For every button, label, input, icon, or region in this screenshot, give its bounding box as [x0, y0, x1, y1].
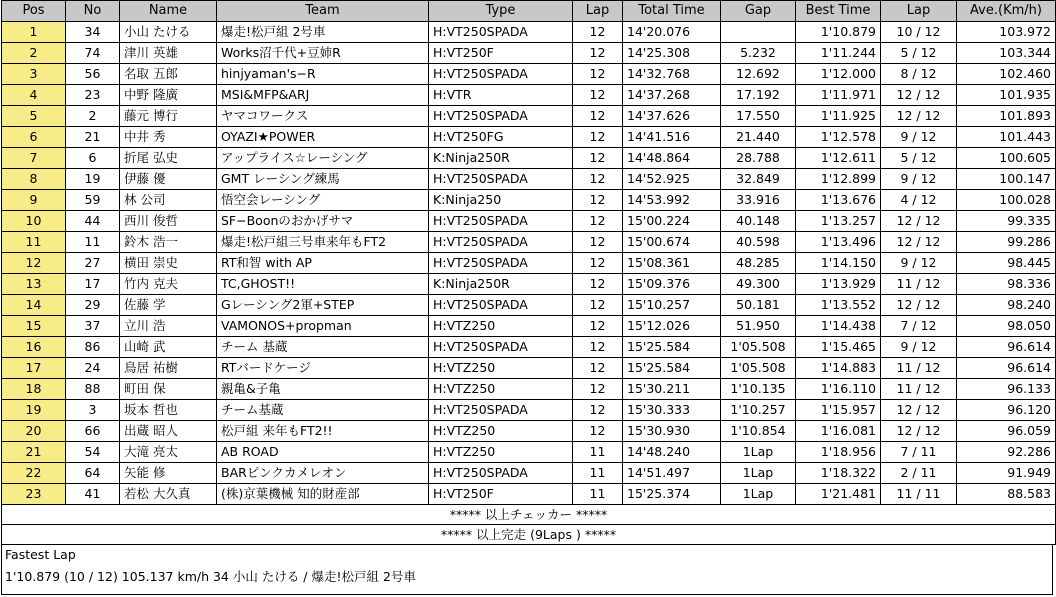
no-cell: 23: [66, 85, 120, 106]
best-lap-cell: 11 / 12: [881, 379, 957, 400]
gap-cell: 21.440: [721, 127, 796, 148]
best-lap-cell: 7 / 12: [881, 316, 957, 337]
best-lap-cell: 11 / 12: [881, 274, 957, 295]
gap-cell: 49.300: [721, 274, 796, 295]
name-cell: 立川 浩: [120, 316, 217, 337]
type-cell: H:VT250SPADA: [429, 64, 573, 85]
lap-cell: 12: [573, 379, 623, 400]
table-row: [2, 421, 1056, 442]
no-cell: 27: [66, 253, 120, 274]
no-cell: 44: [66, 211, 120, 232]
name-cell: 大滝 亮太: [120, 442, 217, 463]
table-row: [2, 169, 1056, 190]
gap-cell: 17.550: [721, 106, 796, 127]
team-cell: RT和智 with AP: [217, 253, 429, 274]
lap-cell: 12: [573, 253, 623, 274]
table-row: [2, 316, 1056, 337]
table-row: [2, 64, 1056, 85]
total-time-cell: 15'10.257: [623, 295, 721, 316]
best-time-cell: 1'16.081: [796, 421, 881, 442]
no-cell: 34: [66, 22, 120, 43]
best-time-cell: 1'12.899: [796, 169, 881, 190]
type-cell: H:VTZ250: [429, 442, 573, 463]
table-row: [2, 85, 1056, 106]
gap-cell: 1Lap: [721, 442, 796, 463]
pos-cell: 9: [2, 190, 66, 211]
total-time-cell: 15'09.376: [623, 274, 721, 295]
pos-cell: 7: [2, 148, 66, 169]
col-best-time-header: Best Time: [796, 1, 881, 22]
team-cell: チーム 基蔵: [217, 337, 429, 358]
team-cell: VAMONOS+propman: [217, 316, 429, 337]
best-time-cell: 1'10.879: [796, 22, 881, 43]
pos-cell: 19: [2, 400, 66, 421]
team-cell: MSI&MFP&ARJ: [217, 85, 429, 106]
best-time-cell: 1'12.578: [796, 127, 881, 148]
best-time-cell: 1'12.000: [796, 64, 881, 85]
type-cell: H:VT250SPADA: [429, 106, 573, 127]
total-time-cell: 14'48.240: [623, 442, 721, 463]
average-cell: 100.028: [957, 190, 1056, 211]
type-cell: H:VT250SPADA: [429, 22, 573, 43]
name-cell: 竹内 克夫: [120, 274, 217, 295]
total-time-cell: 15'30.930: [623, 421, 721, 442]
name-cell: 中井 秀: [120, 127, 217, 148]
no-cell: 2: [66, 106, 120, 127]
team-cell: TC,GHOST!!: [217, 274, 429, 295]
team-cell: ヤマコワークス: [217, 106, 429, 127]
best-time-cell: 1'18.322: [796, 463, 881, 484]
type-cell: H:VT250FG: [429, 127, 573, 148]
checker-band-row: [2, 505, 1056, 525]
team-cell: (株)京葉機械 知的財産部: [217, 484, 429, 505]
team-cell: 悟空会レーシング: [217, 190, 429, 211]
lap-cell: 12: [573, 274, 623, 295]
type-cell: H:VT250SPADA: [429, 232, 573, 253]
no-cell: 88: [66, 379, 120, 400]
total-time-cell: 14'37.626: [623, 106, 721, 127]
best-lap-cell: 8 / 12: [881, 64, 957, 85]
team-cell: AB ROAD: [217, 442, 429, 463]
gap-cell: 1Lap: [721, 484, 796, 505]
name-cell: 若松 大久真: [120, 484, 217, 505]
finish-band: ***** 以上完走 (9Laps ) *****: [2, 525, 1056, 545]
no-cell: 56: [66, 64, 120, 85]
col-average-header: Ave.(Km/h): [957, 1, 1056, 22]
best-lap-cell: 12 / 12: [881, 211, 957, 232]
lap-cell: 12: [573, 85, 623, 106]
table-row: [2, 148, 1056, 169]
average-cell: 100.605: [957, 148, 1056, 169]
pos-cell: 3: [2, 64, 66, 85]
no-cell: 11: [66, 232, 120, 253]
lap-cell: 12: [573, 106, 623, 127]
best-time-cell: 1'11.244: [796, 43, 881, 64]
lap-cell: 12: [573, 190, 623, 211]
lap-cell: 12: [573, 295, 623, 316]
team-cell: OYAZI★POWER: [217, 127, 429, 148]
type-cell: H:VT250F: [429, 43, 573, 64]
average-cell: 99.286: [957, 232, 1056, 253]
type-cell: H:VT250F: [429, 484, 573, 505]
type-cell: H:VTZ250: [429, 358, 573, 379]
gap-cell: 1'05.508: [721, 337, 796, 358]
team-cell: 爆走!松戸組 2号車: [217, 22, 429, 43]
no-cell: 41: [66, 484, 120, 505]
team-cell: BARピンクカメレオン: [217, 463, 429, 484]
best-time-cell: 1'15.465: [796, 337, 881, 358]
team-cell: hinjyaman's−R: [217, 64, 429, 85]
average-cell: 91.949: [957, 463, 1056, 484]
no-cell: 66: [66, 421, 120, 442]
pos-cell: 4: [2, 85, 66, 106]
type-cell: H:VTZ250: [429, 421, 573, 442]
best-lap-cell: 12 / 12: [881, 85, 957, 106]
team-cell: 親亀&子亀: [217, 379, 429, 400]
pos-cell: 14: [2, 295, 66, 316]
col-type-header: Type: [429, 1, 573, 22]
average-cell: 98.336: [957, 274, 1056, 295]
results-body: [2, 22, 1056, 505]
best-lap-cell: 9 / 12: [881, 253, 957, 274]
best-lap-cell: 9 / 12: [881, 127, 957, 148]
pos-cell: 13: [2, 274, 66, 295]
best-lap-cell: 7 / 11: [881, 442, 957, 463]
no-cell: 29: [66, 295, 120, 316]
total-time-cell: 15'08.361: [623, 253, 721, 274]
team-cell: 松戸組 来年もFT2!!: [217, 421, 429, 442]
name-cell: 津川 英雄: [120, 43, 217, 64]
gap-cell: 48.285: [721, 253, 796, 274]
type-cell: H:VT250SPADA: [429, 337, 573, 358]
average-cell: 98.050: [957, 316, 1056, 337]
pos-cell: 12: [2, 253, 66, 274]
team-cell: アップライス☆レーシング: [217, 148, 429, 169]
table-row: [2, 442, 1056, 463]
table-row: [2, 484, 1056, 505]
best-time-cell: 1'14.438: [796, 316, 881, 337]
no-cell: 74: [66, 43, 120, 64]
header-row: [2, 1, 1056, 22]
average-cell: 96.614: [957, 337, 1056, 358]
no-cell: 54: [66, 442, 120, 463]
gap-cell: 17.192: [721, 85, 796, 106]
col-no-header: No: [66, 1, 120, 22]
table-row: [2, 43, 1056, 64]
no-cell: 59: [66, 190, 120, 211]
total-time-cell: 14'37.268: [623, 85, 721, 106]
pos-cell: 8: [2, 169, 66, 190]
fastest-lap-title: Fastest Lap: [5, 547, 76, 562]
total-time-cell: 15'25.584: [623, 358, 721, 379]
lap-cell: 11: [573, 463, 623, 484]
results-sheet: [1, 0, 1055, 595]
average-cell: 88.583: [957, 484, 1056, 505]
name-cell: 鳥居 祐樹: [120, 358, 217, 379]
pos-cell: 11: [2, 232, 66, 253]
team-cell: 爆走!松戸組三号車来年もFT2: [217, 232, 429, 253]
pos-cell: 18: [2, 379, 66, 400]
col-best-lap-header: Lap: [881, 1, 957, 22]
average-cell: 92.286: [957, 442, 1056, 463]
type-cell: H:VT250SPADA: [429, 169, 573, 190]
gap-cell: 1'10.135: [721, 379, 796, 400]
lap-cell: 12: [573, 316, 623, 337]
name-cell: 坂本 哲也: [120, 400, 217, 421]
average-cell: 103.344: [957, 43, 1056, 64]
lap-cell: 12: [573, 421, 623, 442]
type-cell: H:VT250SPADA: [429, 400, 573, 421]
lap-cell: 12: [573, 358, 623, 379]
type-cell: H:VT250SPADA: [429, 253, 573, 274]
lap-cell: 12: [573, 211, 623, 232]
table-row: [2, 211, 1056, 232]
total-time-cell: 14'53.992: [623, 190, 721, 211]
type-cell: K:Ninja250: [429, 190, 573, 211]
type-cell: H:VTR: [429, 85, 573, 106]
total-time-cell: 14'32.768: [623, 64, 721, 85]
total-time-cell: 15'12.026: [623, 316, 721, 337]
pos-cell: 6: [2, 127, 66, 148]
team-cell: SF−Boonのおかげサマ: [217, 211, 429, 232]
total-time-cell: 15'25.374: [623, 484, 721, 505]
table-row: [2, 400, 1056, 421]
name-cell: 西川 俊哲: [120, 211, 217, 232]
lap-cell: 12: [573, 232, 623, 253]
team-cell: RTバードケージ: [217, 358, 429, 379]
average-cell: 99.335: [957, 211, 1056, 232]
best-time-cell: 1'14.883: [796, 358, 881, 379]
pos-cell: 15: [2, 316, 66, 337]
lap-cell: 11: [573, 442, 623, 463]
name-cell: 折尾 弘史: [120, 148, 217, 169]
name-cell: 林 公司: [120, 190, 217, 211]
best-time-cell: 1'13.552: [796, 295, 881, 316]
best-time-cell: 1'15.957: [796, 400, 881, 421]
team-cell: GMT レーシング練馬: [217, 169, 429, 190]
gap-cell: 1'05.508: [721, 358, 796, 379]
pos-cell: 5: [2, 106, 66, 127]
best-lap-cell: 5 / 12: [881, 43, 957, 64]
lap-cell: 12: [573, 337, 623, 358]
gap-cell: 12.692: [721, 64, 796, 85]
best-time-cell: 1'18.956: [796, 442, 881, 463]
best-lap-cell: 4 / 12: [881, 190, 957, 211]
gap-cell: 50.181: [721, 295, 796, 316]
average-cell: 100.147: [957, 169, 1056, 190]
name-cell: 伊藤 優: [120, 169, 217, 190]
total-time-cell: 15'25.584: [623, 337, 721, 358]
type-cell: H:VT250SPADA: [429, 211, 573, 232]
no-cell: 64: [66, 463, 120, 484]
finish-band-row: [2, 525, 1056, 545]
no-cell: 3: [66, 400, 120, 421]
best-lap-cell: 11 / 11: [881, 484, 957, 505]
pos-cell: 17: [2, 358, 66, 379]
best-time-cell: 1'13.496: [796, 232, 881, 253]
total-time-cell: 14'48.864: [623, 148, 721, 169]
lap-cell: 12: [573, 43, 623, 64]
name-cell: 山崎 武: [120, 337, 217, 358]
average-cell: 103.972: [957, 22, 1056, 43]
table-row: [2, 232, 1056, 253]
lap-cell: 12: [573, 169, 623, 190]
pos-cell: 10: [2, 211, 66, 232]
col-gap-header: Gap: [721, 1, 796, 22]
table-row: [2, 127, 1056, 148]
gap-cell: [721, 22, 796, 43]
team-cell: チーム基蔵: [217, 400, 429, 421]
type-cell: H:VT250SPADA: [429, 295, 573, 316]
total-time-cell: 14'20.076: [623, 22, 721, 43]
best-time-cell: 1'11.925: [796, 106, 881, 127]
average-cell: 96.120: [957, 400, 1056, 421]
gap-cell: 1'10.854: [721, 421, 796, 442]
best-lap-cell: 2 / 11: [881, 463, 957, 484]
pos-cell: 21: [2, 442, 66, 463]
no-cell: 19: [66, 169, 120, 190]
pos-cell: 22: [2, 463, 66, 484]
table-row: [2, 253, 1056, 274]
no-cell: 6: [66, 148, 120, 169]
name-cell: 佐藤 学: [120, 295, 217, 316]
lap-cell: 12: [573, 148, 623, 169]
type-cell: K:Ninja250R: [429, 148, 573, 169]
col-total-time-header: Total Time: [623, 1, 721, 22]
best-lap-cell: 12 / 12: [881, 232, 957, 253]
table-row: [2, 22, 1056, 43]
best-time-cell: 1'13.676: [796, 190, 881, 211]
table-row: [2, 190, 1056, 211]
total-time-cell: 15'00.224: [623, 211, 721, 232]
best-time-cell: 1'13.257: [796, 211, 881, 232]
pos-cell: 2: [2, 43, 66, 64]
total-time-cell: 14'25.308: [623, 43, 721, 64]
table-row: [2, 379, 1056, 400]
gap-cell: 1'10.257: [721, 400, 796, 421]
table-row: [2, 358, 1056, 379]
gap-cell: 1Lap: [721, 463, 796, 484]
gap-cell: 40.598: [721, 232, 796, 253]
average-cell: 101.935: [957, 85, 1056, 106]
pos-cell: 20: [2, 421, 66, 442]
best-lap-cell: 9 / 12: [881, 337, 957, 358]
col-team-header: Team: [217, 1, 429, 22]
best-lap-cell: 11 / 12: [881, 358, 957, 379]
total-time-cell: 15'30.211: [623, 379, 721, 400]
total-time-cell: 14'52.925: [623, 169, 721, 190]
team-cell: Works沼千代+豆姉R: [217, 43, 429, 64]
lap-cell: 12: [573, 127, 623, 148]
gap-cell: 5.232: [721, 43, 796, 64]
gap-cell: 40.148: [721, 211, 796, 232]
name-cell: 横田 崇史: [120, 253, 217, 274]
best-time-cell: 1'21.481: [796, 484, 881, 505]
no-cell: 24: [66, 358, 120, 379]
total-time-cell: 15'00.674: [623, 232, 721, 253]
total-time-cell: 14'41.516: [623, 127, 721, 148]
no-cell: 21: [66, 127, 120, 148]
name-cell: 矢能 修: [120, 463, 217, 484]
average-cell: 96.133: [957, 379, 1056, 400]
col-lap-header: Lap: [573, 1, 623, 22]
type-cell: H:VT250SPADA: [429, 463, 573, 484]
best-lap-cell: 12 / 12: [881, 295, 957, 316]
team-cell: Gレーシング2軍+STEP: [217, 295, 429, 316]
name-cell: 中野 隆廣: [120, 85, 217, 106]
best-time-cell: 1'12.611: [796, 148, 881, 169]
average-cell: 96.614: [957, 358, 1056, 379]
average-cell: 98.240: [957, 295, 1056, 316]
average-cell: 98.445: [957, 253, 1056, 274]
gap-cell: 32.849: [721, 169, 796, 190]
table-row: [2, 463, 1056, 484]
best-lap-cell: 12 / 12: [881, 400, 957, 421]
no-cell: 86: [66, 337, 120, 358]
name-cell: 小山 たける: [120, 22, 217, 43]
gap-cell: 51.950: [721, 316, 796, 337]
best-time-cell: 1'14.150: [796, 253, 881, 274]
no-cell: 17: [66, 274, 120, 295]
best-time-cell: 1'16.110: [796, 379, 881, 400]
results-table: [1, 0, 1056, 545]
best-lap-cell: 5 / 12: [881, 148, 957, 169]
best-lap-cell: 9 / 12: [881, 169, 957, 190]
gap-cell: 33.916: [721, 190, 796, 211]
table-row: [2, 295, 1056, 316]
fastest-lap-detail: 1'10.879 (10 / 12) 105.137 km/h 34 小山 たける / 爆走!松戸組 2号車: [5, 569, 416, 584]
table-row: [2, 274, 1056, 295]
checker-band: ***** 以上チェッカー *****: [2, 505, 1056, 525]
type-cell: K:Ninja250R: [429, 274, 573, 295]
average-cell: 101.443: [957, 127, 1056, 148]
name-cell: 鈴木 浩一: [120, 232, 217, 253]
total-time-cell: 15'30.333: [623, 400, 721, 421]
type-cell: H:VTZ250: [429, 379, 573, 400]
name-cell: 藤元 博行: [120, 106, 217, 127]
lap-cell: 12: [573, 22, 623, 43]
lap-cell: 12: [573, 64, 623, 85]
no-cell: 37: [66, 316, 120, 337]
fastest-lap-box: [1, 545, 1053, 595]
average-cell: 101.893: [957, 106, 1056, 127]
average-cell: 102.460: [957, 64, 1056, 85]
table-row: [2, 106, 1056, 127]
col-pos-header: Pos: [2, 1, 66, 22]
total-time-cell: 14'51.497: [623, 463, 721, 484]
table-row: [2, 337, 1056, 358]
lap-cell: 11: [573, 484, 623, 505]
best-lap-cell: 10 / 12: [881, 22, 957, 43]
name-cell: 町田 保: [120, 379, 217, 400]
best-lap-cell: 12 / 12: [881, 421, 957, 442]
type-cell: H:VTZ250: [429, 316, 573, 337]
pos-cell: 23: [2, 484, 66, 505]
col-name-header: Name: [120, 1, 217, 22]
best-time-cell: 1'13.929: [796, 274, 881, 295]
best-time-cell: 1'11.971: [796, 85, 881, 106]
pos-cell: 16: [2, 337, 66, 358]
name-cell: 出蔵 昭人: [120, 421, 217, 442]
gap-cell: 28.788: [721, 148, 796, 169]
average-cell: 96.059: [957, 421, 1056, 442]
name-cell: 名取 五郎: [120, 64, 217, 85]
pos-cell: 1: [2, 22, 66, 43]
best-lap-cell: 12 / 12: [881, 106, 957, 127]
lap-cell: 12: [573, 400, 623, 421]
